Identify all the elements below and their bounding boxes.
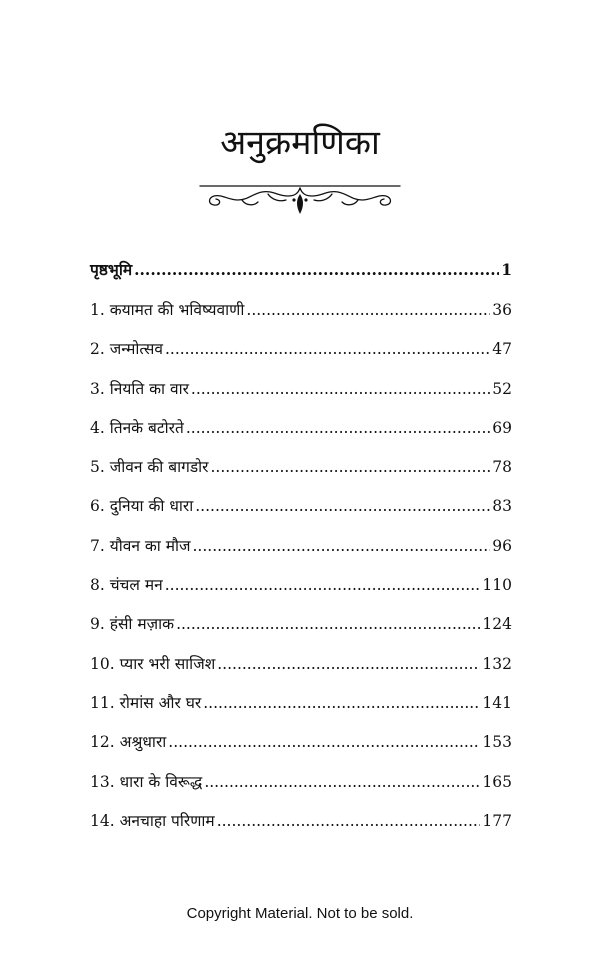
toc-entry-chapter-5[interactable]	[90, 455, 512, 494]
toc-entry-page: 110	[482, 576, 512, 595]
toc-entry-label: 10. प्यार भरी साजिश	[90, 654, 216, 673]
toc-entry-page: 165	[482, 772, 512, 791]
toc-entry-label: 13. धारा के विरूद्ध	[90, 772, 203, 791]
toc-entry-page: 69	[492, 418, 512, 437]
toc-entry-page: 36	[492, 301, 512, 319]
toc-entry-chapter-8[interactable]	[90, 573, 512, 612]
toc-leader-dots	[176, 615, 480, 633]
toc-entry-page: 52	[492, 379, 512, 398]
toc-entry-page: 132	[482, 654, 512, 673]
toc-entry-chapter-1[interactable]	[90, 298, 512, 337]
toc-entry-page: 124	[482, 615, 512, 634]
toc-entry-label: 6. दुनिया की धारा	[90, 497, 194, 516]
toc-entry-chapter-2[interactable]	[90, 337, 512, 376]
toc-leader-dots	[204, 773, 480, 791]
page-title: अनुक्रमणिका	[220, 123, 380, 163]
toc-entry-label: 11. रोमांस और घर	[90, 693, 202, 712]
toc-entry-chapter-3[interactable]	[90, 377, 512, 416]
toc-leader-dots	[191, 380, 490, 398]
toc-leader-dots	[168, 733, 480, 751]
toc-entry-label: पृष्ठभूमि	[90, 260, 133, 279]
toc-leader-dots	[217, 655, 480, 673]
toc-entry-prologue[interactable]	[90, 258, 512, 298]
toc-entry-page: 78	[492, 458, 512, 477]
copyright-footer: Copyright Material. Not to be sold.	[186, 905, 414, 922]
toc-entry-label: 9. हंसी मज़ाक	[90, 615, 175, 634]
toc-entry-page: 153	[482, 733, 512, 752]
toc-leader-dots	[210, 458, 490, 476]
toc-entry-chapter-7[interactable]	[90, 534, 512, 573]
toc-entry-page: 47	[492, 340, 512, 359]
toc-entry-chapter-4[interactable]	[90, 416, 512, 455]
toc-entry-chapter-11[interactable]	[90, 691, 512, 730]
toc-entry-label: 7. यौवन का मौज	[90, 536, 191, 555]
toc-leader-dots	[246, 301, 490, 319]
toc-entry-page: 1	[501, 260, 512, 279]
toc-entry-chapter-6[interactable]	[90, 494, 512, 533]
toc-entry-label: 12. अश्रुधारा	[90, 733, 167, 752]
table-of-contents	[90, 258, 512, 848]
toc-leader-dots	[165, 340, 490, 358]
toc-leader-dots	[203, 694, 480, 712]
toc-entry-chapter-10[interactable]	[90, 652, 512, 691]
toc-entry-label: 4. तिनके बटोरते	[90, 418, 184, 437]
toc-entry-label: 8. चंचल मन	[90, 576, 163, 595]
toc-entry-chapter-14[interactable]	[90, 809, 512, 848]
flourish-divider-icon	[198, 180, 402, 220]
toc-leader-dots	[134, 260, 499, 279]
toc-entry-page: 141	[482, 693, 512, 712]
toc-leader-dots	[193, 537, 491, 555]
toc-entry-chapter-9[interactable]	[90, 612, 512, 651]
toc-entry-label: 14. अनचाहा परिणाम	[90, 811, 215, 830]
toc-entry-label: 1. कयामत की भविष्यवाणी	[90, 301, 245, 319]
toc-entry-label: 3. नियति का वार	[90, 379, 189, 398]
toc-entry-label: 2. जन्मोत्सव	[90, 340, 163, 359]
toc-entry-chapter-12[interactable]	[90, 730, 512, 769]
toc-entry-page: 83	[492, 497, 512, 516]
toc-entry-page: 96	[492, 536, 512, 555]
toc-leader-dots	[186, 419, 490, 437]
toc-entry-page: 177	[482, 811, 512, 830]
toc-leader-dots	[195, 497, 490, 515]
toc-entry-chapter-13[interactable]	[90, 770, 512, 809]
toc-entry-label: 5. जीवन की बागडोर	[90, 458, 209, 477]
toc-leader-dots	[217, 812, 481, 830]
toc-leader-dots	[165, 576, 481, 594]
